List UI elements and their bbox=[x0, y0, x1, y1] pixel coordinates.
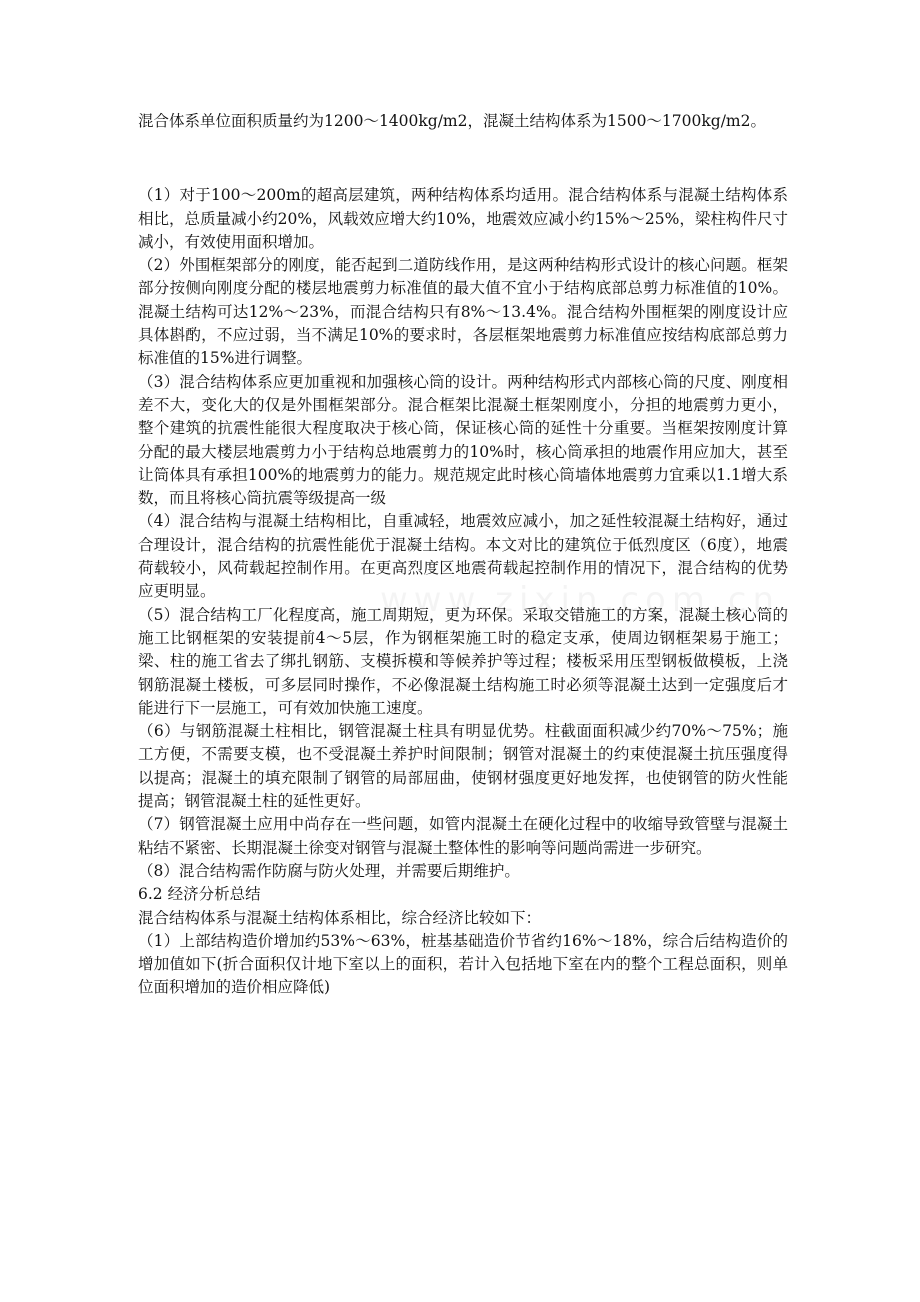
conclusion-item-5: （5）混合结构工厂化程度高，施工周期短，更为环保。采取交错施工的方案，混凝土核心筒的施工比钢框架的安装提前4～5层，作为钢框架施工时的稳定支承，使周边钢框架易于施工；梁、柱的施工省去了绑扎钢筋、支模拆模和等候养护等过程；楼板采用压型钢板做模板，上浇钢筋混凝土楼板，可多层同时操作，不必像混凝土结构施工时必须等混凝土达到一定强度后才能进行下一层施工，可有效加快施工速度。 bbox=[138, 605, 788, 717]
conclusion-item-2: （2）外围框架部分的刚度，能否起到二道防线作用，是这两种结构形式设计的核心问题。框架部分按侧向刚度分配的楼层地震剪力标准值的最大值不宜小于结构底部总剪力标准值的10%。混凝土结构可达12%～23%，而混合结构只有8%～13.4%。混合结构外围框架的刚度设计应具体斟酌，不应过弱，当不满足10%的要求时，各层框架地震剪力标准值应按结构底部总剪力标准值的15%进行调整。 bbox=[138, 256, 788, 368]
conclusion-item-3: （3）混合结构体系应更加重视和加强核心筒的设计。两种结构形式内部核心筒的尺度、刚度相差不大，变化大的仅是外围框架部分。混合框架比混凝土框架刚度小，分担的地震剪力更小，整个建筑的抗震性能很大程度取决于核心筒，保证核心筒的延性十分重要。当框架按刚度计算分配的最大楼层地震剪力小于结构总地震剪力的10%时，核心筒承担的地震作用应加大，甚至让筒体具有承担100%的地震剪力的能力。规范规定此时核心筒墙体地震剪力宜乘以1.1增大系数，而且将核心筒抗震等级提高一级 bbox=[138, 372, 788, 508]
section-intro: 混合结构体系与混凝土结构体系相比，综合经济比较如下： bbox=[138, 908, 542, 927]
economic-item-1: （1）上部结构造价增加约53%～63%，桩基基础造价节省约16%～18%，综合后结构造价的增加值如下(折合面积仅计地下室以上的面积，若计入包括地下室在内的整个工程总面积，则单位面积增加的造价相应降低) bbox=[138, 931, 788, 997]
conclusion-item-4: （4）混合结构与混凝土结构相比，自重减轻，地震效应减小，加之延性较混凝土结构好，通过合理设计，混合结构的抗震性能优于混凝土结构。本文对比的建筑位于低烈度区（6度），地震荷载较小，风荷载起控制作用。在更高烈度区地震荷载起控制作用的情况下，混合结构的优势应更明显。 bbox=[138, 512, 788, 601]
conclusion-item-7: （7）钢管混凝土应用中尚存在一些问题，如管内混凝土在硬化过程中的收缩导致管壁与混凝土粘结不紧密、长期混凝土徐变对钢管与混凝土整体性的影响等问题尚需进一步研究。 bbox=[138, 815, 788, 857]
document-body bbox=[138, 110, 788, 1000]
conclusion-item-6: （6）与钢筋混凝土柱相比，钢管混凝土柱具有明显优势。柱截面面积减少约70%～75%；施工方便，不需要支模，也不受混凝土养护时间限制；钢管对混凝土的约束使混凝土抗压强度得以提高；混凝土的填充限制了钢管的局部屈曲，使钢材强度更好地发挥，也使钢管的防火性能提高；钢管混凝土柱的延性更好。 bbox=[138, 722, 788, 811]
intro-paragraph: 混合体系单位面积质量约为1200～1400kg/m2，混凝土结构体系为1500～1700kg/m2。 bbox=[138, 112, 766, 130]
section-heading: 6.2 经济分析总结 bbox=[138, 885, 261, 904]
conclusion-item-8: （8）混合结构需作防腐与防火处理，并需要后期维护。 bbox=[138, 861, 520, 880]
conclusion-item-1: （1）对于100～200m的超高层建筑，两种结构体系均适用。混合结构体系与混凝土结构体系相比，总质量减小约20%，风载效应增大约10%，地震效应减小约15%～25%，梁柱构件尺寸减小，有效使用面积增加。 bbox=[138, 186, 788, 251]
